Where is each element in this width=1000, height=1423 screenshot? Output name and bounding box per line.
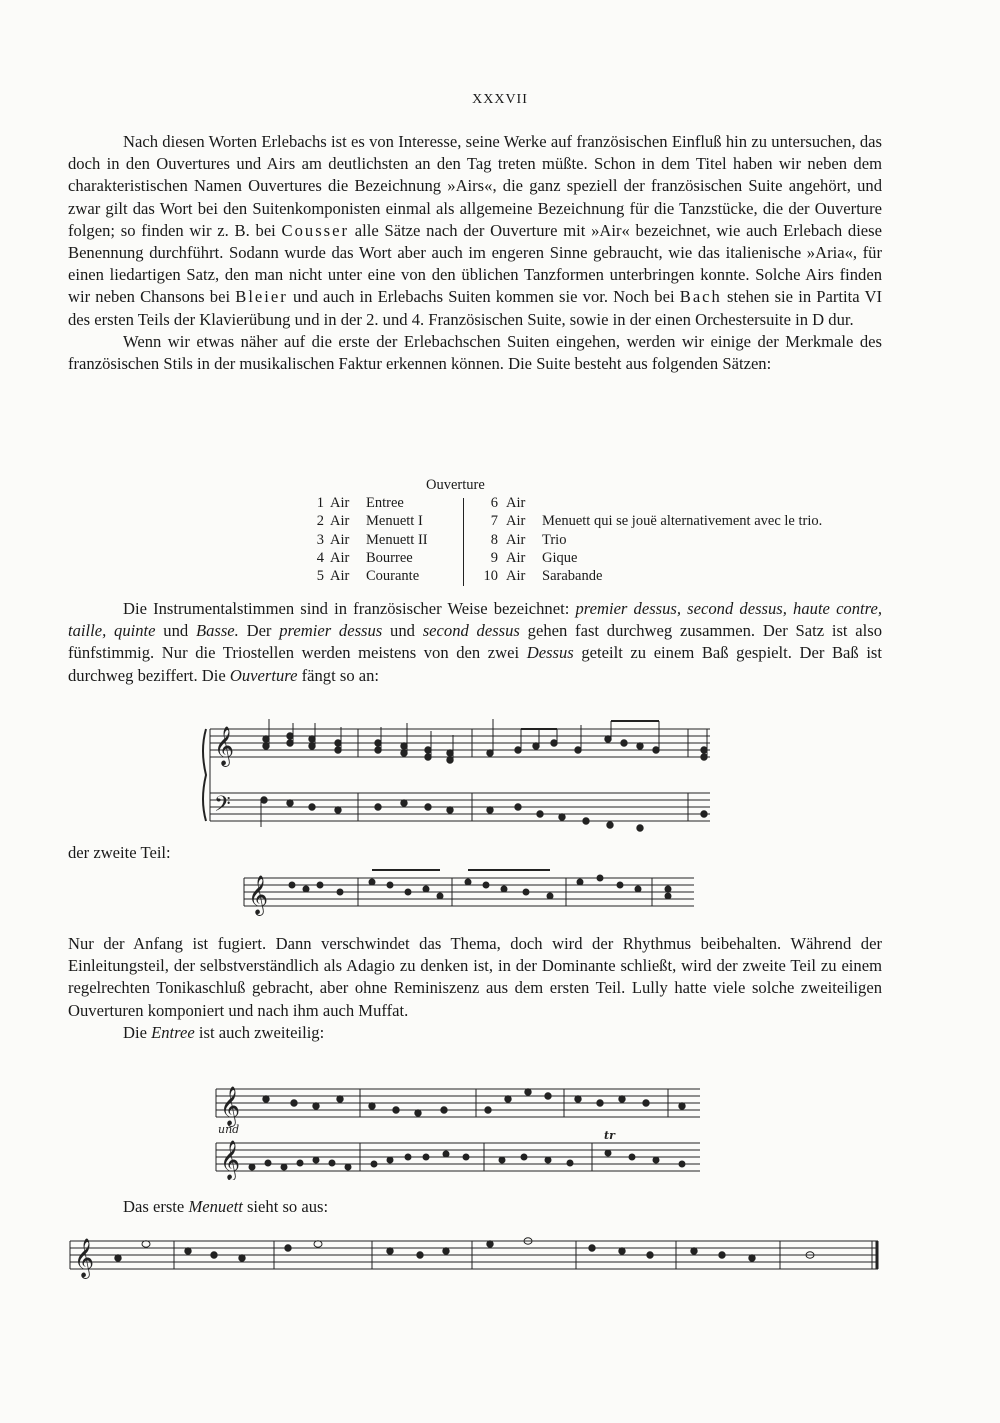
paragraph-block-4: [68, 1196, 882, 1218]
svg-text:𝄞: 𝄞: [220, 1086, 241, 1126]
svg-text:𝄞: 𝄞: [74, 1238, 95, 1278]
paragraph-menuett: Das erste Menuett sieht so aus:: [123, 1197, 329, 1216]
score-grand-staff: [200, 715, 720, 840]
score-menuett-staff: [66, 1225, 884, 1285]
paragraph-erlebach: Nach diesen Worten Erlebachs ist es von Interesse, seine Werke auf französischen Einfluß hin zu untersuchen, das doch in den Ouvertures und Airs am deutlichsten an den Tag treten müßte. Schon in dem Titel haben wir neben dem charakteristischen Namen Ouvertures die Bezeichnung »Airs«, die ganz speziell der französischen Suite angehört, und zwar gilt das Wort bei den Suitenkomponisten einmal als allgemeine Bezeichnung für die Tanzstücke, die der Ouverture folgen; so finden wir z. B. bei Cousser alle Sätze nach der Ouverture mit »Air« bezeichnet, wie auch Erlebach diese Benennung durchführt. Sodann wurde das Wort aber auch im engeren Sinne gebraucht, wie das italienische »Aria«, für einen liedartigen Satz, den man nicht unter eine von den üblichen Tanzformen unterbringen konnte. Solche Airs finden wir neben Chansons bei Bleier und auch in Erlebachs Suiten kommen sie vor. Noch bei Bach stehen sie in Partita VI des ersten Teils der Klavierübung und in der 2. und 4. Französischen Suite, sowie in der einen Orchestersuite in D dur.: [68, 132, 882, 329]
music-example-menuett: [66, 1225, 884, 1285]
paragraph-block-2: [68, 598, 882, 687]
paragraph-instruments: Die Instrumentalstimmen sind in französischer Weise bezeichnet: premier dessus, second dessus, haute contre, taille, quinte und Basse. Der premier dessus und second dessus gehen fast durchweg zusammen. Der Satz ist also fünfstimmig. Nur die Triostellen werden meistens von den zwei Dessus geteilt zu einem Baß gespielt. Der Baß ist durchweg beziffert. Die Ouverture fängt so an:: [68, 599, 883, 685]
score-two-staves: [212, 1075, 712, 1180]
music-example-zweite-teil: [240, 858, 700, 920]
svg-text:𝄞: 𝄞: [220, 1140, 241, 1180]
svg-text:𝄢: 𝄢: [214, 792, 231, 822]
paragraph-block-1: [68, 131, 882, 375]
svg-text:𝄞: 𝄞: [214, 726, 235, 766]
score-single-staff: [240, 858, 700, 920]
paragraph-fugiert: Nur der Anfang ist fugiert. Dann verschwindet das Thema, doch wird der Rhythmus beibehalten. Während der Einleitungsteil, der selbstverständlich als Adagio zu denken ist, in der Dominante schließt, wird der zweite Teil zu einem regelrechten Tonikaschluß gebracht, aber ohne Reminiszenz aus dem ersten Teil. Lully hatte viele solche zweiteiligen Ouverturen komponiert und nach ihm auch Muffat.: [68, 934, 882, 1020]
trill-mark: tr: [604, 1129, 615, 1142]
document-page: XXXVII Nach diesen Worten Erlebachs ist es von Interesse, seine Werke auf französischen Einfluß hin zu untersuchen, das doch in den Ouvertures und Airs am deutlichsten an den Tag treten müßte. Schon in dem Titel haben wir neben dem charakteristischen Namen Ouvertures die Bezeichnung »Airs«, die ganz speziell der französischen Suite angehört, und zwar gilt das Wort bei den Suitenkomponisten einmal als allgemeine Bezeichnung für die Tanzstücke, die der Ouverture folgen; so finden wir z. B. bei Cousser alle Sätze nach der Ouverture mit »Air« bezeichnet, wie auch Erlebach diese Benennung durchführt. Sodann wurde das Wort aber auch im engeren Sinne gebraucht, wie das italienische »Aria«, für einen liedartigen Satz, den man nicht unter eine von den üblichen Tanzformen unterbringen konnte. Solche Airs finden wir neben Chansons bei Bleier und auch in Erlebachs Suiten kommen sie vor. Noch bei Bach stehen sie in Partita VI des ersten Teils der Klavierübung und in der 2. und 4. Französischen Suite, sowie in der einen Orchestersuite in D dur. Wenn wir etwas näher auf die erste der Erlebachschen Suiten eingehen, werden wir einige der Merkmale des französischen Stils in der musikalischen Faktur erkennen können. Die Suite besteht aus folgenden Sätzen: Ouverture 1 Air Entree 2 Air Menuett I 3 Air Menuett II 4 Air Bourree 5 Air Courante 6 Air 7 Air Menuett qui se jouë alternativement avec le trio. 8 Air Trio 9 Air Gique 10 Air Sarabande Die Instrumentalstimmen sind in französischer Weise bezeichnet: premier dessus, second dessus, haute contre, taille, quinte und Basse. Der premier dessus und second dessus gehen fast durchweg zusammen. Der Satz ist also fünfstimmig. Nur die Triostellen werden meistens von den zwei Dessus geteilt zu einem Baß gespielt. Der Baß ist durchweg beziffert. Die Ouverture fängt so an: 𝄞 𝄢 der zweite Teil: 𝄞 Nur der Anfang ist fugiert. Dann verschwindet das Thema, doch wird der Rhythmus beibehalten. Während der Einleitungsteil, der selbstverständlich als Adagio zu denken ist, in der Dominante schließt, wird der zweite Teil zu einem regelrechten Tonikaschluß gebracht, aber ohne Reminiszenz aus dem ersten Teil. Lully hatte viele solche zweiteiligen Ouverturen komponiert und nach ihm auch Muffat. Die Entree ist auch zweiteilig: 𝄞 𝄞 und tr Das erste Menuett sieht so aus: 𝄞: [0, 0, 1000, 1423]
label-zweite-teil: der zweite Teil:: [68, 843, 171, 862]
music-example-ouverture: [200, 715, 720, 840]
paragraph-entree: Die Entree ist auch zweiteilig:: [123, 1022, 325, 1042]
paragraph-block-3: [68, 933, 882, 1044]
movement-divider: [463, 498, 464, 586]
svg-text:𝄞: 𝄞: [248, 875, 269, 915]
und-label: und: [218, 1123, 240, 1136]
paragraph-suite-intro: Wenn wir etwas näher auf die erste der Erlebachschen Suiten eingehen, werden wir einige der Merkmale des französischen Stils in der musikalischen Faktur erkennen können. Die Suite besteht aus folgenden Sätzen:: [68, 331, 882, 374]
music-example-entree: [212, 1075, 712, 1180]
movement-header: Ouverture: [426, 477, 485, 493]
page-number: XXXVII: [472, 92, 528, 107]
